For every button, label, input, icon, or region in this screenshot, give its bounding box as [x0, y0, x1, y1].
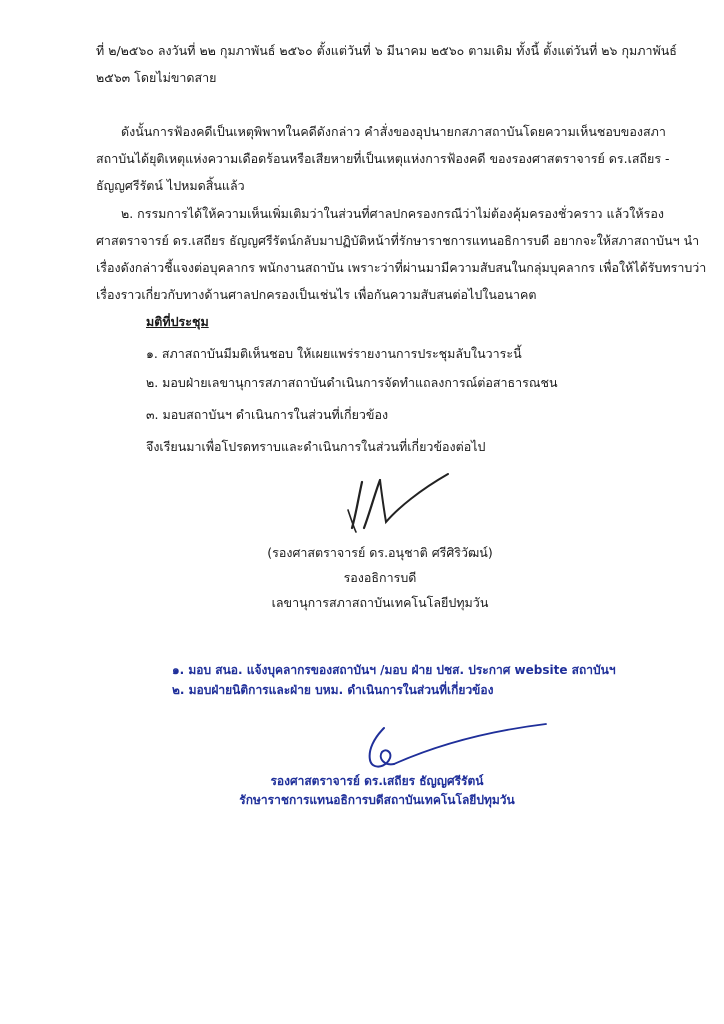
text-line: สถาบันได้ยุติเหตุแห่งความเดือดร้อนหรือเสียหายที่เป็นเหตุแห่งการฟ้องคดี ของรองศาสตราจารย์ ดร.เสถียร - [96, 151, 670, 166]
resolution-item: ๑. สภาสถาบันมีมติเห็นชอบ ให้เผยแพร่รายงานการประชุมลับในวาระนี้ [146, 346, 522, 361]
text-line: เรื่องราวเกี่ยวกับทางด้านศาลปกครองเป็นเช่นไร เพื่อกันความสับสนต่อไปในอนาคต [96, 287, 537, 302]
note-item: ๑. มอบ สนอ. แจ้งบุคลากรของสถาบันฯ /มอบ ฝ่าย ปชส. ประกาศ website สถาบันฯ [172, 663, 616, 677]
closing-line: จึงเรียนมาเพื่อโปรดทราบและดำเนินการในส่วนที่เกี่ยวข้องต่อไป [146, 439, 486, 454]
handwritten-notes [172, 660, 616, 700]
text-line: ธัญญศรีรัตน์ ไปหมดสิ้นแล้ว [96, 178, 245, 193]
signature-graphic [340, 470, 460, 540]
note-item: ๒. มอบฝ่ายนิติการและฝ่าย บหม. ดำเนินการในส่วนที่เกี่ยวข้อง [172, 683, 494, 697]
paragraph-committee-opinion [96, 200, 707, 308]
text-line: ๒๕๖๓ โดยไม่ขาดสาย [96, 70, 217, 85]
text-line: ๒. กรรมการได้ให้ความเห็นเพิ่มเติมว่าในส่วนที่ศาลปกครองกรณีว่าไม่ต้องคุ้มครองชั่วคราว แล้วให้รอง [121, 206, 664, 221]
second-signatory-title: รักษาราชการแทนอธิการบดีสถาบันเทคโนโลยีปทุมวัน [239, 793, 515, 807]
second-signature-block [222, 772, 532, 810]
signatory-title: เลขานุการสภาสถาบันเทคโนโลยีปทุมวัน [271, 595, 489, 610]
resolution-item: ๓. มอบสถาบันฯ ดำเนินการในส่วนที่เกี่ยวข้อง [146, 407, 389, 422]
signature-block [250, 540, 510, 615]
text-line: ศาสตราจารย์ ดร.เสถียร ธัญญศรีรัตน์กลับมาปฏิบัติหน้าที่รักษาราชการแทนอธิการบดี อยากจะให้สภาสถาบันฯ นำ [96, 233, 700, 248]
text-line: ดังนั้นการฟ้องคดีเป็นเหตุพิพาทในคดีดังกล่าว คำสั่งของอุปนายกสภาสถาบันโดยความเห็นชอบของสภา [121, 124, 666, 139]
resolution-item: ๒. มอบฝ่ายเลขานุการสภาสถาบันดำเนินการจัดทำแถลงการณ์ต่อสาธารณชน [146, 375, 558, 390]
signatory-position: รองอธิการบดี [343, 570, 417, 585]
resolution-heading: มติที่ประชุม [146, 314, 209, 329]
text-line: เรื่องดังกล่าวชี้แจงต่อบุคลากร พนักงานสถาบัน เพราะว่าที่ผ่านมามีความสับสนในกลุ่มบุคลากร เพื่อให้ได้รับทราบว่า [96, 260, 707, 275]
signatory-name: (รองศาสตราจารย์ ดร.อนุชาติ ศรีศิริวัฒน์) [267, 545, 493, 560]
text-line: ที่ ๒/๒๕๖๐ ลงวันที่ ๒๒ กุมภาพันธ์ ๒๕๖๐ ตั้งแต่วันที่ ๖ มีนาคม ๒๕๖๐ ตามเดิม ทั้งนี้ ตั้งแต่วันที่ ๒๖ กุมภาพันธ์ [96, 43, 677, 58]
paragraph-lawsuit-outcome [96, 118, 670, 199]
second-signatory-name: รองศาสตราจารย์ ดร.เสถียร ธัญญศรีรัตน์ [270, 774, 484, 788]
paragraph-continuation [96, 37, 677, 91]
